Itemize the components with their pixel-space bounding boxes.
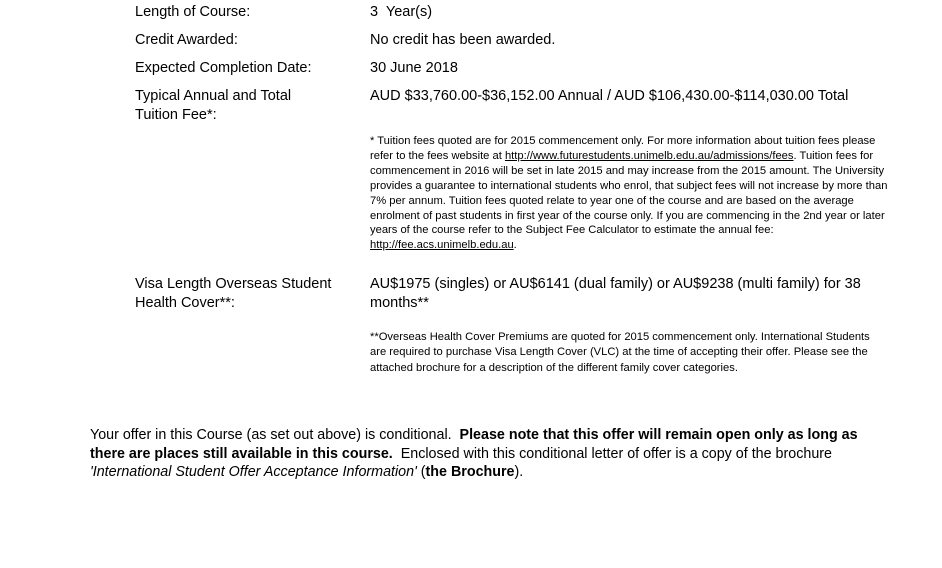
- brochure-title: 'International Student Offer Acceptance Information': [90, 464, 417, 480]
- offer-open-notice: Please note that this offer will remain open only as long as there are places still available in this course.: [90, 427, 858, 462]
- brochure-definition: the Brochure: [425, 464, 515, 480]
- length-of-course-value: 3 Year(s): [370, 4, 433, 20]
- offer-paragraph-text-3: (: [416, 464, 426, 480]
- tuition-fee-note: [370, 134, 895, 253]
- offer-paragraph-text-1: Your offer in this Course (as set out above) is conditional.: [90, 427, 460, 443]
- tuition-fee-value: AUD $33,760.00-$36,152.00 Annual / AUD $106,430.00-$114,030.00 Total: [370, 88, 849, 104]
- length-of-course-label: Length of Course:: [135, 4, 251, 20]
- health-cover-note: **Overseas Health Cover Premiums are quoted for 2015 commencement only. International Students are required to purchase Visa Length Cover (VLC) at the time of accepting their offer. Please see the attached brochure for a description of the different family cover categories.: [370, 331, 870, 374]
- offer-paragraph: [90, 426, 895, 482]
- fees-website-link[interactable]: http://www.futurestudents.unimelb.edu.au/admissions/fees: [504, 149, 794, 162]
- tuition-fee-note-text-1: * Tuition fees quoted are for 2015 commencement only. For more information about tuition fees please refer to the fees website at: [370, 135, 876, 162]
- tuition-fee-note-text-3: .: [513, 239, 517, 252]
- credit-awarded-value: No credit has been awarded.: [370, 32, 556, 48]
- credit-awarded-label: Credit Awarded:: [135, 32, 238, 48]
- completion-date-label: Expected Completion Date:: [135, 60, 312, 76]
- offer-paragraph-text-2: Enclosed with this conditional letter of offer is a copy of the brochure: [392, 445, 836, 462]
- completion-date-value: 30 June 2018: [370, 60, 458, 76]
- health-cover-value: AU$1975 (singles) or AU$6141 (dual family) or AU$9238 (multi family) for 38 months**: [370, 276, 861, 311]
- health-cover-label: Visa Length Overseas Student Health Cover**:: [135, 276, 332, 311]
- offer-paragraph-text-4: ).: [514, 464, 524, 480]
- fee-calculator-link[interactable]: http://fee.acs.unimelb.edu.au: [370, 239, 514, 252]
- tuition-fee-note-text-2: . Tuition fees for commencement in 2016 will be set in late 2015 and may increase from the 2015 amount. The University provides a guarantee to international students who enrol, that subject fees will not increase by more than 7% per annum. Tuition fees quoted relate to year one of the course and are based on the average enrolment of past students in first year of the course only. If you are commencing in the 2nd year or later years of the course refer to the Subject Fee Calculator to estimate the annual fee:: [370, 149, 888, 237]
- tuition-fee-label: Typical Annual and Total Tuition Fee*:: [135, 88, 292, 123]
